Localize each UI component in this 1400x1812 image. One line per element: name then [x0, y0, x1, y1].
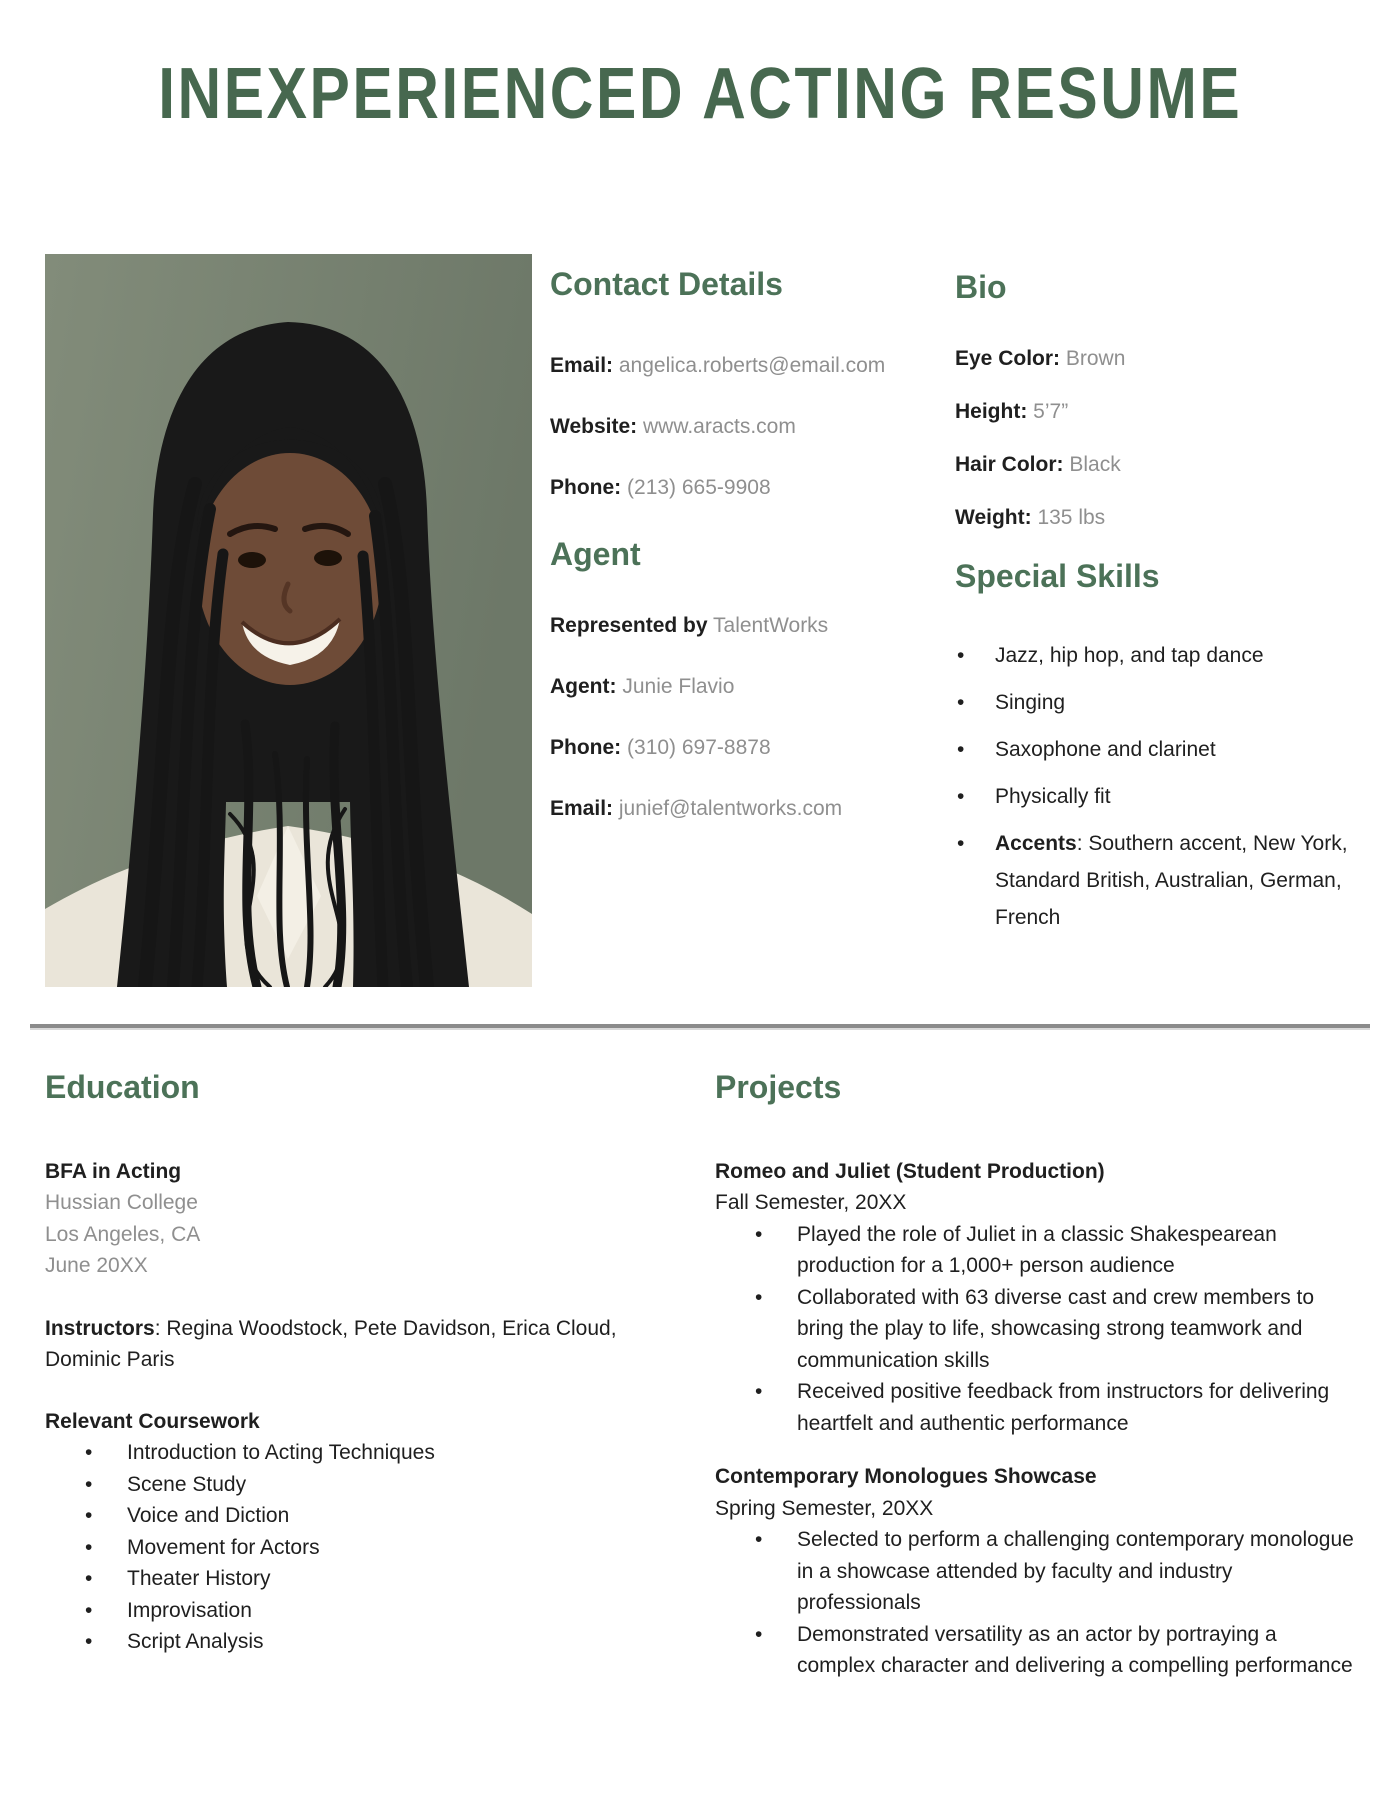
agent-agency-value: TalentWorks	[713, 613, 829, 637]
contact-details-heading: Contact Details	[550, 265, 783, 302]
page-title	[0, 56, 1400, 134]
bio-weight-field	[955, 505, 1357, 531]
education-date: June 20XX	[45, 1254, 148, 1278]
skill-item	[955, 778, 1357, 815]
instructors-names: : Regina Woodstock, Pete Davidson, Erica Cloud, Dominic Paris	[45, 1316, 617, 1372]
agent-phone-value: (310) 697-8878	[627, 735, 771, 759]
project-bullet-list	[715, 1524, 1360, 1682]
project-title: Contemporary Monologues Showcase	[715, 1465, 1097, 1489]
course-item: • Movement for Actors	[45, 1532, 630, 1564]
skill-item-text: Physically fit	[995, 784, 1111, 808]
skill-item-text: Jazz, hip hop, and tap dance	[995, 643, 1264, 667]
bio-heading: Bio	[955, 268, 1007, 305]
skill-item	[955, 684, 1357, 721]
agent-phone-field	[550, 735, 935, 761]
course-item: • Scene Study	[45, 1469, 630, 1501]
contact-phone-field	[550, 475, 935, 501]
headshot-photo	[45, 254, 532, 987]
bio-hair-color-label: Hair Color:	[955, 452, 1064, 476]
agent-agency-field	[550, 613, 935, 639]
education-school: Hussian College	[45, 1191, 198, 1215]
project-title: Romeo and Juliet (Student Production)	[715, 1159, 1105, 1183]
bio-eye-color-label: Eye Color:	[955, 346, 1061, 370]
agent-name-field	[550, 674, 935, 700]
bio-weight-label: Weight:	[955, 505, 1032, 529]
headshot-illustration	[45, 254, 532, 987]
skill-item-bold: Accents	[995, 831, 1077, 855]
course-item: • Theater History	[45, 1563, 630, 1595]
project-bullet: • Collaborated with 63 diverse cast and crew members to bring the play to life, showcasing strong teamwork and communication skills	[715, 1282, 1360, 1377]
agent-email-label: Email:	[550, 796, 614, 820]
bio-hair-color-value: Black	[1069, 452, 1121, 476]
course-item: • Introduction to Acting Techniques	[45, 1437, 630, 1469]
projects-column	[715, 1069, 1360, 1682]
education-column	[45, 1069, 630, 1658]
agent-email-value: junief@talentworks.com	[618, 796, 843, 820]
agent-agency-label: Represented by	[550, 613, 708, 637]
project-bullet: • Received positive feedback from instructors for delivering heartfelt and authentic performance	[715, 1376, 1360, 1439]
education-location: Los Angeles, CA	[45, 1222, 201, 1246]
right-eye	[314, 550, 342, 566]
contact-website-label: Website:	[550, 414, 638, 438]
left-eye	[238, 552, 266, 568]
skill-item-text: : Southern accent, New York, Standard British, Australian, German, French	[995, 831, 1348, 929]
relevant-coursework-heading: Relevant Coursework	[45, 1409, 260, 1433]
project-date: Fall Semester, 20XX	[715, 1191, 907, 1215]
project-bullet: • Selected to perform a challenging contemporary monologue in a showcase attended by faculty and industry professionals	[715, 1524, 1360, 1619]
contact-column	[550, 254, 935, 857]
skill-item-text: Singing	[995, 690, 1066, 714]
project-contemporary-monologues	[715, 1461, 1360, 1682]
bio-height-label: Height:	[955, 399, 1028, 423]
page-title-text: INEXPERIENCED ACTING RESUME	[157, 54, 1242, 134]
section-divider	[30, 1024, 1370, 1028]
special-skills-list	[955, 637, 1357, 936]
agent-email-field	[550, 796, 935, 822]
bio-height-field	[955, 399, 1357, 425]
contact-website-field	[550, 414, 935, 440]
education-heading: Education	[45, 1068, 200, 1105]
agent-phone-label: Phone:	[550, 735, 622, 759]
course-item: • Improvisation	[45, 1595, 630, 1627]
bio-eye-color-value: Brown	[1065, 346, 1126, 370]
special-skills-heading: Special Skills	[955, 557, 1160, 594]
course-item: • Voice and Diction	[45, 1500, 630, 1532]
skill-item	[955, 825, 1357, 936]
bio-column	[955, 254, 1357, 946]
top-section	[45, 254, 1400, 987]
coursework-list	[45, 1437, 630, 1658]
bio-weight-value: 135 lbs	[1037, 505, 1106, 529]
education-instructors	[45, 1313, 630, 1376]
project-romeo-and-juliet	[715, 1156, 1360, 1440]
contact-email-label: Email:	[550, 353, 614, 377]
bio-hair-color-field	[955, 452, 1357, 478]
skill-item	[955, 731, 1357, 768]
course-item: • Script Analysis	[45, 1626, 630, 1658]
contact-website-value: www.aracts.com	[642, 414, 796, 438]
bio-eye-color-field	[955, 346, 1357, 372]
agent-name-label: Agent:	[550, 674, 617, 698]
skill-item	[955, 637, 1357, 674]
bottom-section	[45, 1069, 1400, 1682]
contact-email-value: angelica.roberts@email.com	[618, 353, 886, 377]
agent-name-value: Junie Flavio	[622, 674, 735, 698]
skill-item-text: Saxophone and clarinet	[995, 737, 1216, 761]
contact-phone-label: Phone:	[550, 475, 622, 499]
project-bullet: • Demonstrated versatility as an actor by portraying a complex character and delivering a compelling performance	[715, 1619, 1360, 1682]
contact-email-field	[550, 353, 935, 379]
agent-heading: Agent	[550, 535, 641, 572]
bio-height-value: 5’7”	[1033, 399, 1069, 423]
education-degree: BFA in Acting	[45, 1159, 182, 1183]
project-bullet-list	[715, 1219, 1360, 1440]
project-date: Spring Semester, 20XX	[715, 1496, 934, 1520]
contact-phone-value: (213) 665-9908	[627, 475, 771, 499]
project-bullet: • Played the role of Juliet in a classic Shakespearean production for a 1,000+ person audience	[715, 1219, 1360, 1282]
instructors-label: Instructors	[45, 1316, 155, 1340]
projects-heading: Projects	[715, 1068, 842, 1105]
